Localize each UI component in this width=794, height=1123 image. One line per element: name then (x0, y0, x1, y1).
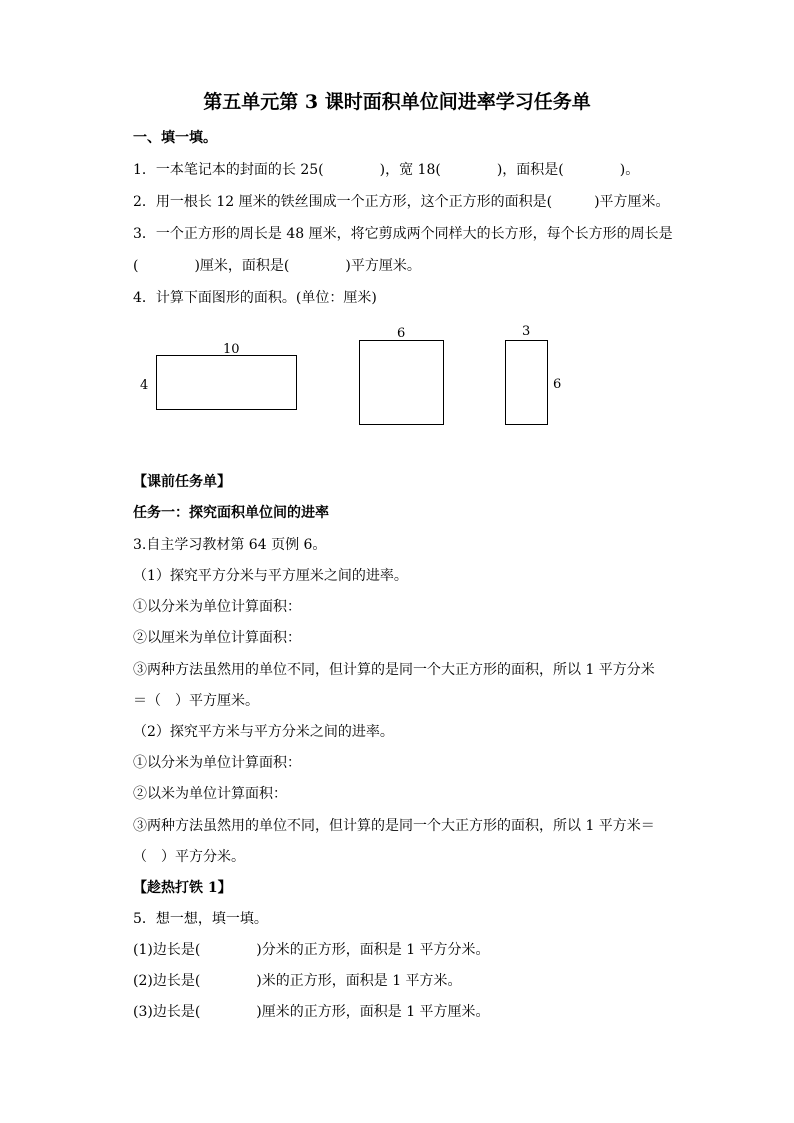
part-1-step-b: ②以厘米为单位计算面积： (133, 630, 301, 646)
practice-item-3: (3)边长是( )厘米的正方形，面积是 1 平方厘米。 (133, 1004, 490, 1020)
part-1-title: （1）探究平方分米与平方厘米之间的进率。 (133, 568, 408, 584)
practice-item-1: (1)边长是( )分米的正方形，面积是 1 平方分米。 (133, 942, 490, 958)
rect2-width-label: 3 (522, 324, 531, 339)
question-3-line-1: 3．一个正方形的周长是 48 厘米，将它剪成两个同样大的长方形，每个长方形的周长是 (133, 226, 673, 242)
part-2-step-c-line-2: （ ）平方分米。 (133, 849, 245, 865)
rectangle-figure-1 (156, 355, 297, 410)
task-1-title: 任务一：探究面积单位间的进率 (133, 505, 329, 521)
practice-heading: 【趁热打铁 1】 (133, 880, 232, 896)
part-2-step-a: ①以分米为单位计算面积： (133, 755, 301, 771)
rect1-height-label: 4 (140, 378, 149, 393)
part-2-title: （2）探究平方米与平方分米之间的进率。 (133, 724, 394, 740)
rect2-height-label: 6 (553, 377, 562, 392)
rectangle-figure-2 (505, 340, 548, 425)
question-4: 4．计算下面图形的面积。(单位：厘米) (133, 290, 377, 306)
part-1-step-c-line-1: ③两种方法虽然用的单位不同，但计算的是同一个大正方形的面积，所以 1 平方分米 (133, 662, 655, 678)
part-1-step-c-line-2: ＝（ ）平方厘米。 (133, 693, 259, 709)
pre-task-heading: 【课前任务单】 (133, 474, 231, 490)
question-2: 2．用一根长 12 厘米的铁丝围成一个正方形，这个正方形的面积是( )平方厘米。 (133, 194, 670, 210)
rect1-width-label: 10 (223, 342, 240, 357)
question-5: 5．想一想，填一填。 (133, 911, 268, 927)
square-width-label: 6 (397, 326, 406, 341)
question-3-line-2: ( )厘米，面积是( )平方厘米。 (133, 258, 421, 274)
part-2-step-c-line-1: ③两种方法虽然用的单位不同，但计算的是同一个大正方形的面积，所以 1 平方米＝ (133, 818, 655, 834)
task-intro: 3.自主学习教材第 64 页例 6。 (133, 537, 327, 553)
page-title: 第五单元第 3 课时面积单位间进率学习任务单 (203, 91, 591, 113)
part-2-step-b: ②以米为单位计算面积： (133, 786, 287, 802)
question-1: 1．一本笔记本的封面的长 25( )，宽 18( )，面积是( )。 (133, 162, 640, 178)
square-figure (359, 340, 444, 425)
practice-item-2: (2)边长是( )米的正方形，面积是 1 平方米。 (133, 973, 462, 989)
section-heading-fill: 一、填一填。 (133, 130, 217, 146)
part-1-step-a: ①以分米为单位计算面积： (133, 599, 301, 615)
